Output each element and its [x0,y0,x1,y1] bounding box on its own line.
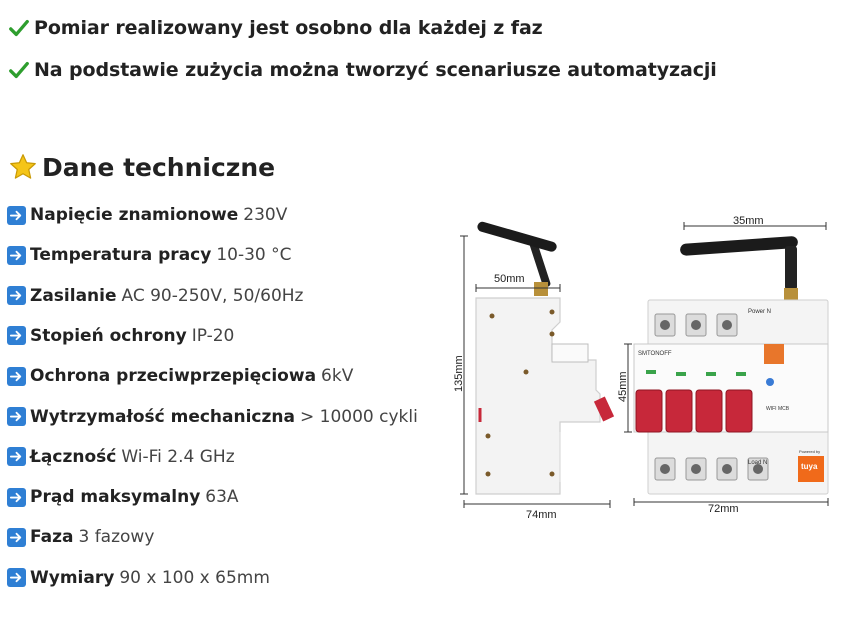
tuya-logo: tuya [801,462,818,471]
spec-value: Wi-Fi 2.4 GHz [121,446,235,467]
spec-value: 10-30 °C [216,245,292,266]
arrow-right-icon [7,367,26,386]
spec-row [7,527,154,547]
product-dimension-figure [448,212,838,527]
spec-label: Łączność [30,446,117,467]
dim-height-left: 135mm [453,355,465,392]
star-icon [8,152,38,182]
arrow-right-icon [7,326,26,345]
section-title: Dane techniczne [42,152,276,182]
arrow-right-icon [7,286,26,305]
spec-value: 63A [205,487,239,508]
arrow-right-icon [7,488,26,507]
dim-bottom-left: 74mm [526,509,557,521]
arrow-right-icon [7,246,26,265]
powered-by-label: Powered by [799,449,821,454]
wifi-label: WIFI MCB [766,406,790,412]
spec-value: 230V [243,205,288,225]
spec-row [7,447,235,467]
arrow-right-icon [7,568,26,587]
feature-line-2 [8,59,717,81]
arrow-right-icon [7,528,26,547]
spec-row [7,245,292,265]
arrow-right-icon [7,206,26,225]
spec-label: Stopień ochrony [30,325,187,346]
spec-label: Napięcie znamionowe [30,205,239,225]
section-heading [8,152,275,182]
spec-value: 3 fazowy [78,527,155,548]
arrow-right-icon [7,447,26,466]
side-view [460,221,614,508]
spec-row [7,407,418,427]
spec-value: 90 x 100 x 65mm [119,567,270,588]
power-label: Power N [748,309,772,315]
arrow-right-icon [7,407,26,426]
spec-label: Ochrona przeciwprzepięciowa [30,366,317,387]
spec-row [7,205,287,225]
load-label: Load N [748,460,768,466]
feature-text: Pomiar realizowany jest osobno dla każdej z faz [34,17,543,39]
spec-label: Zasilanie [30,285,117,306]
dim-height-right: 45mm [617,371,629,402]
spec-row [7,326,234,346]
dim-top-right: 35mm [733,215,764,227]
spec-row [7,568,270,588]
spec-value: 6kV [321,366,354,387]
spec-label: Temperatura pracy [30,245,212,266]
spec-label: Wytrzymałość mechaniczna [30,406,295,427]
spec-label: Prąd maksymalny [30,487,201,508]
dim-bottom-right: 72mm [708,503,739,515]
checkmark-icon [8,17,30,39]
feature-line-1 [8,17,543,39]
spec-value: AC 90-250V, 50/60Hz [121,285,304,306]
spec-value: IP-20 [191,325,235,346]
spec-row [7,487,239,507]
dim-top-left: 50mm [494,273,525,285]
spec-row [7,286,303,306]
spec-label: Faza [30,527,74,548]
checkmark-icon [8,59,30,81]
spec-value: > 10000 cykli [299,406,418,427]
brand-label: SMTONOFF [638,351,672,357]
front-view [624,222,828,506]
spec-label: Wymiary [30,567,115,588]
feature-text: Na podstawie zużycia można tworzyć scenariusze automatyzacji [34,59,717,81]
spec-row [7,366,353,386]
